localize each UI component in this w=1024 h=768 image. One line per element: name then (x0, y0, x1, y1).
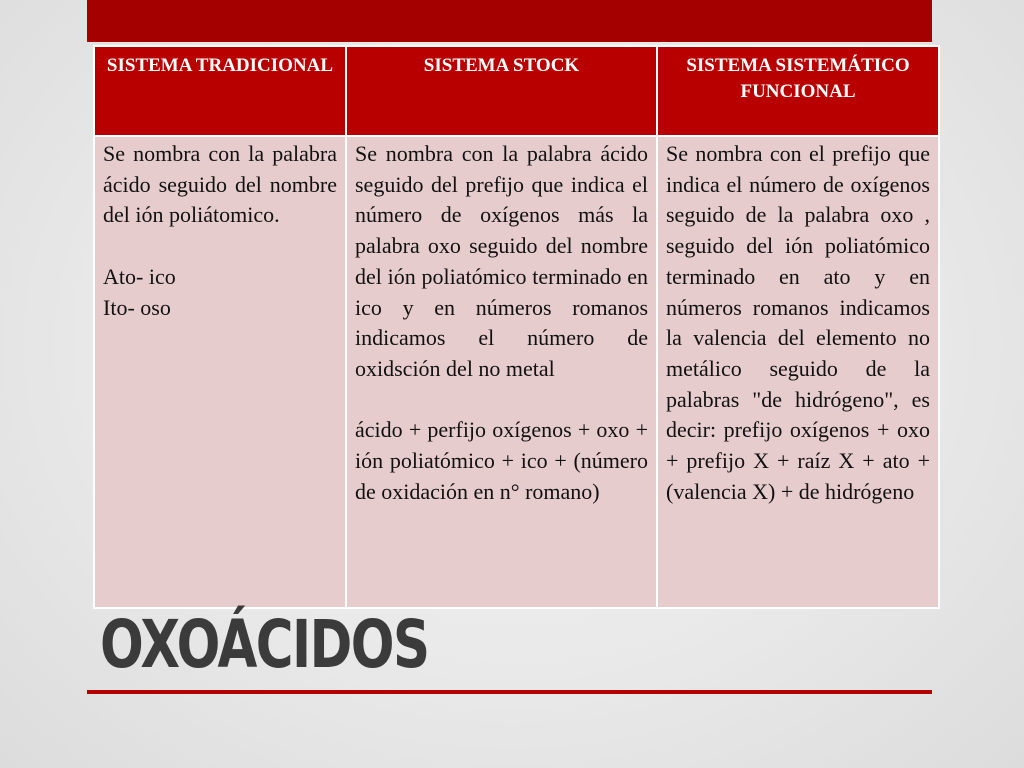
top-accent-bar (87, 0, 932, 42)
table-row (94, 136, 939, 608)
header-systematic: SISTEMA SISTEMÁTICO FUNCIONAL (657, 46, 939, 136)
cell-traditional (94, 136, 346, 608)
cell-systematic (657, 136, 939, 608)
header-stock: SISTEMA STOCK (346, 46, 657, 136)
nomenclature-table-container (93, 45, 938, 609)
traditional-description: Se nombra con la palabra ácido seguido del nombre del ión poliátomico. (103, 141, 337, 228)
traditional-rule-ito: Ito- oso (103, 294, 171, 320)
traditional-rule-ato: Ato- ico (103, 263, 176, 289)
table-header-row (94, 46, 939, 136)
slide-title: OXOÁCIDOS (100, 606, 429, 683)
cell-stock (346, 136, 657, 608)
title-underline (87, 690, 932, 694)
stock-formula: ácido + perfijo oxígenos + oxo + ión poliatómico + ico + (número de oxidación en n° romano) (355, 417, 648, 504)
systematic-description: Se nombra con el prefijo que indica el número de oxígenos seguido de la palabra oxo , seguido del ión poliatómico terminado en ato y en números romanos indicamos la valencia del elemento no metálico seguido de la palabras "de hidrógeno", es decir: prefijo oxígenos + oxo + prefijo X + raíz X + ato + (valencia X) + de hidrógeno (666, 141, 930, 504)
nomenclature-table (93, 45, 940, 609)
header-traditional: SISTEMA TRADICIONAL (94, 46, 346, 136)
stock-description: Se nombra con la palabra ácido seguido del prefijo que indica el número de oxígenos más la palabra oxo seguido del nombre del ión poliatómico terminado en ico y en números romanos indicamos el número de oxidsción del no metal (355, 141, 648, 381)
